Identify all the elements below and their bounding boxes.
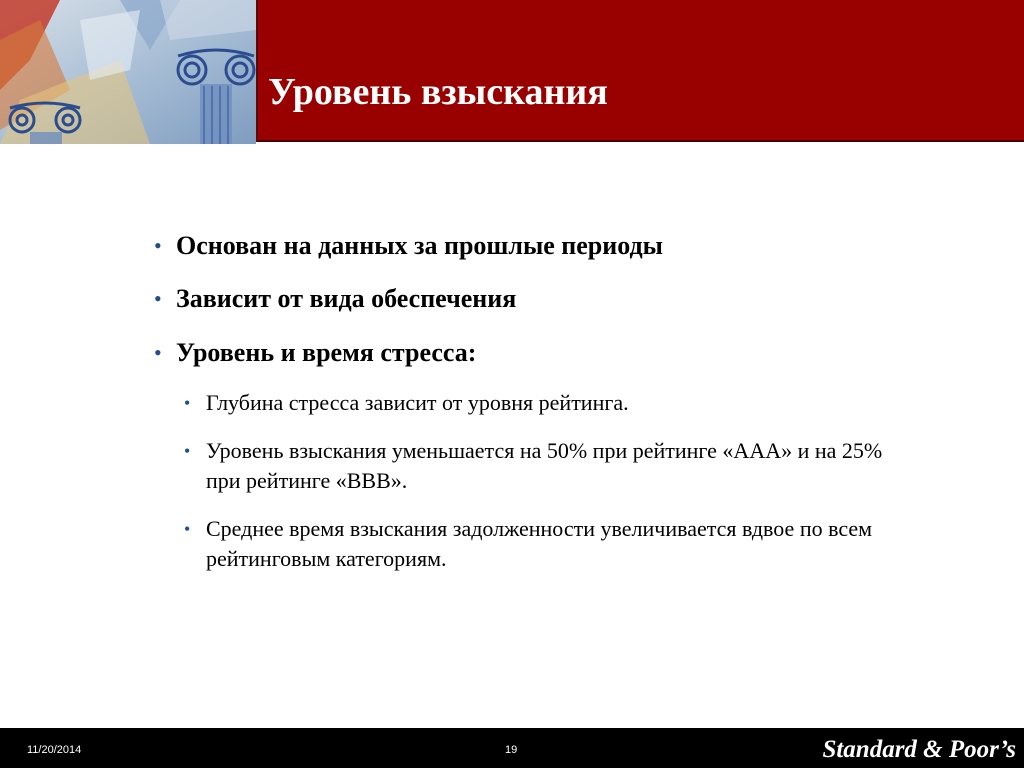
sub-bullet-marker: • [184, 519, 191, 539]
bullet-marker: • [154, 286, 162, 311]
header-architecture-image [0, 0, 256, 144]
bullet-marker: • [154, 233, 162, 258]
sub-bullet-marker: • [184, 393, 191, 413]
page-number: 19 [505, 744, 518, 756]
bullet-text: Уровень и время стресса: [176, 338, 477, 367]
sub-bullet-marker: • [184, 441, 191, 461]
sub-bullet-text: Уровень взыскания уменьшается на 50% при рейтинге «ААА» и на 25% при рейтинге «BBB». [206, 438, 883, 493]
bullet-marker: • [154, 340, 162, 365]
sub-bullet-text: Глубина стресса зависит от уровня рейтинга. [206, 390, 629, 415]
footer-date: 11/20/2014 [27, 744, 82, 756]
sub-bullet-text: Среднее время взыскания задолженности увеличивается вдвое по всем рейтинговым категориям. [206, 516, 873, 571]
footer-bar [0, 728, 1024, 768]
bullet-text: Основан на данных за прошлые периоды [176, 231, 663, 260]
bullet-text: Зависит от вида обеспечения [176, 284, 517, 313]
slide-title: Уровень взыскания [268, 71, 608, 113]
brand-logo: Standard & Poor’s [822, 736, 1016, 763]
